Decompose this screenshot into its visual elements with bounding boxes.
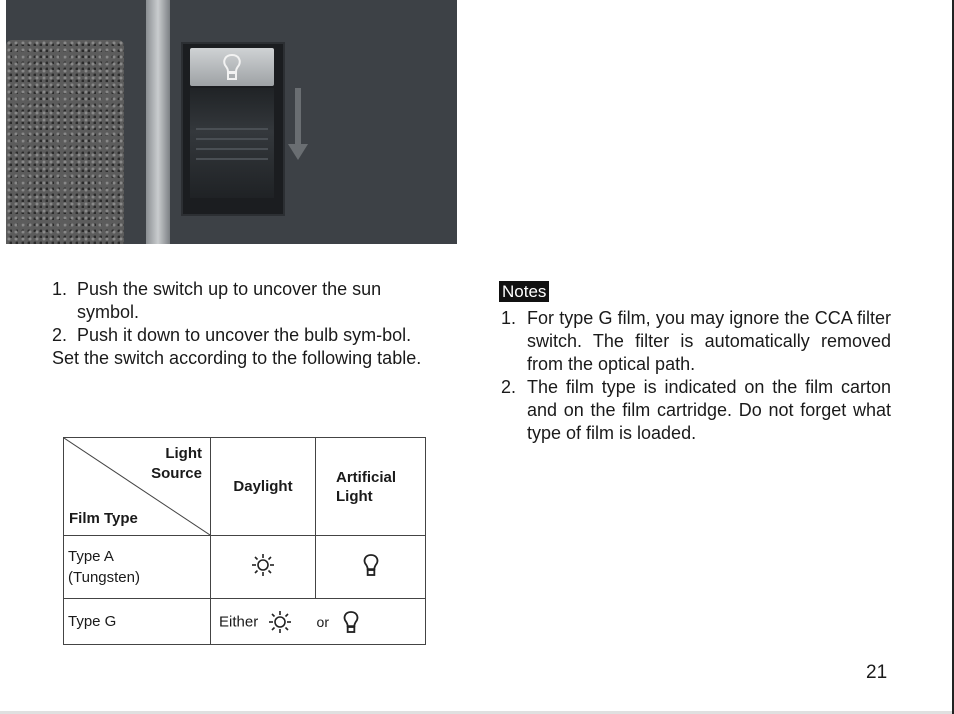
film-type-label: Film Type: [69, 510, 138, 527]
notes-list: [501, 307, 891, 445]
down-arrow-icon: [295, 88, 301, 146]
instruction-text: Push it down to uncover the bulb sym-bol.: [77, 325, 412, 345]
light-source-label: Light Source: [151, 445, 202, 482]
note-item: [501, 307, 891, 376]
note-text: The film type is indicated on the film carton and on the film cartridge. Do not forget what type of film is loaded.: [527, 377, 891, 443]
chrome-bar: [146, 0, 170, 244]
instruction-num: 1.: [52, 279, 68, 299]
instruction-note: Set the switch according to the following table.: [52, 348, 422, 368]
artificial-light-label: Artificial Light: [336, 468, 397, 505]
sun-icon: [268, 610, 292, 634]
type-a-label: [64, 536, 211, 599]
down-arrow-head: [288, 144, 308, 160]
either-text: Either: [219, 613, 259, 630]
sun-icon: [251, 553, 275, 577]
note-item: [501, 376, 891, 445]
type-g-label: Type G: [64, 599, 211, 645]
type-a-artificial-cell: [316, 536, 426, 599]
artificial-light-header: [316, 438, 426, 536]
bulb-icon: [220, 52, 244, 82]
notes-badge: Notes: [499, 281, 549, 302]
instructions: [52, 278, 444, 370]
leatherette-texture: [6, 40, 124, 244]
table-header-diagonal: [64, 438, 211, 536]
note-num: 2.: [501, 377, 517, 397]
daylight-header: Daylight: [211, 438, 316, 536]
note-text: For type G film, you may ignore the CCA filter switch. The filter is automatically removed from the optical path.: [527, 308, 891, 374]
instruction-text: Push the switch up to uncover the sun symbol.: [77, 279, 382, 322]
instruction-item: [52, 324, 444, 347]
switch-knob: [190, 88, 274, 198]
instruction-item: [52, 278, 444, 324]
type-g-either-cell: [211, 599, 426, 645]
note-num: 1.: [501, 308, 517, 328]
bulb-icon: [361, 552, 381, 578]
type-a-daylight-cell: [211, 536, 316, 599]
camera-switch-photo: [6, 0, 457, 244]
switch-window: [190, 48, 274, 86]
bulb-icon: [341, 609, 361, 635]
or-text: or: [316, 613, 329, 630]
filter-switch: [181, 42, 285, 216]
page-number: 21: [866, 662, 888, 683]
film-type-table: [63, 437, 426, 645]
instruction-num: 2.: [52, 325, 68, 345]
type-a-text: Type A (Tungsten): [68, 548, 140, 586]
